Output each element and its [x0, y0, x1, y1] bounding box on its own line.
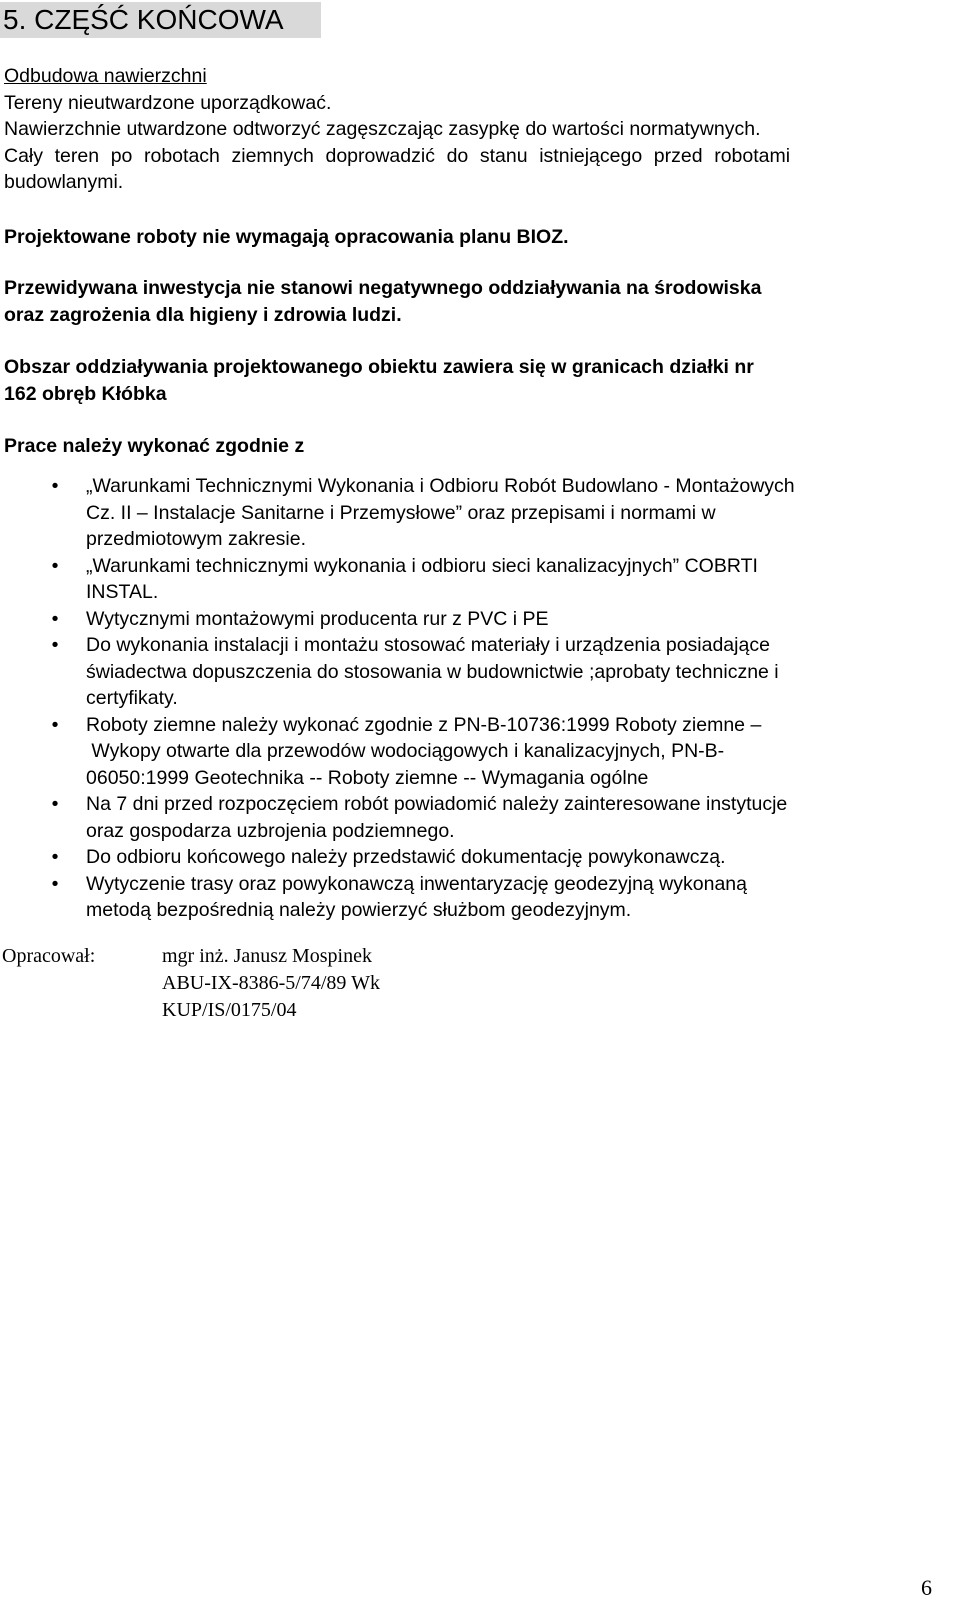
- list-item-line: oraz gospodarza uzbrojenia podziemnego.: [86, 819, 455, 842]
- paragraph-line: 162 obręb Kłóbka: [4, 382, 167, 405]
- list-item: [0, 632, 960, 712]
- list-item-line: Wytycznymi montażowymi producenta rur z PVC i PE: [86, 607, 549, 630]
- list-item-line: 06050:1999 Geotechnika -- Roboty ziemne -- Wymagania ogólne: [86, 766, 649, 789]
- list-item-line: „Warunkami Technicznymi Wykonania i Odbioru Robót Budowlano - Montażowych: [86, 475, 795, 497]
- list-item: [0, 553, 960, 606]
- restoration-line: Nawierzchnie utwardzone odtworzyć zagęszczając zasypkę do wartości normatywnych.: [4, 118, 761, 140]
- works-intro-paragraph: [4, 433, 954, 460]
- list-item-line: Cz. II – Instalacje Sanitarne i Przemysłowe” oraz przepisami i normami w: [86, 501, 716, 524]
- restoration-line: Tereny nieutwardzone uporządkować.: [4, 91, 332, 114]
- list-item-line: certyfikaty.: [86, 687, 178, 709]
- list-item-line: metodą bezpośrednią należy powierzyć służbom geodezyjnym.: [86, 899, 632, 921]
- restoration-title: Odbudowa nawierzchni: [4, 65, 207, 87]
- paragraph-line: Obszar oddziaływania projektowanego obiektu zawiera się w granicach działki nr: [4, 356, 754, 378]
- list-item-line: Roboty ziemne należy wykonać zgodnie z PN-B-10736:1999 Roboty ziemne –: [86, 713, 762, 736]
- list-item: [0, 791, 960, 844]
- list-item-line: „Warunkami technicznymi wykonania i odbioru sieci kanalizacyjnych” COBRTI: [86, 554, 758, 577]
- list-item: [0, 844, 960, 871]
- list-item-line: Do wykonania instalacji i montażu stosować materiały i urządzenia posiadające: [86, 634, 770, 656]
- restoration-section: [4, 63, 954, 196]
- signature-label: Opracował:: [2, 945, 96, 967]
- list-item-line: Wykopy otwarte dla przewodów wodociągowych i kanalizacyjnych, PN-B-: [86, 740, 725, 762]
- restoration-line: Cały teren po robotach ziemnych doprowadzić do stanu istniejącego przed robotami: [4, 144, 791, 167]
- bullet-icon: •: [51, 607, 59, 630]
- signature-name: mgr inż. Janusz Mospinek: [162, 945, 372, 967]
- list-item: [0, 473, 960, 553]
- list-item: [0, 606, 960, 633]
- list-item-line: INSTAL.: [86, 581, 159, 603]
- list-item: [0, 712, 960, 792]
- bullet-icon: •: [51, 554, 59, 577]
- paragraph-line: Przewidywana inwestycja nie stanowi negatywnego oddziaływania na środowiska: [4, 277, 762, 299]
- paragraph-line: oraz zagrożenia dla higieny i zdrowia ludzi.: [4, 303, 402, 326]
- bioz-paragraph: [4, 224, 954, 251]
- bullet-icon: •: [51, 846, 59, 868]
- signature-license: ABU-IX-8386-5/74/89 Wk: [162, 972, 380, 994]
- list-item-line: przedmiotowym zakresie.: [86, 528, 306, 550]
- section-heading: 5. CZĘŚĆ KOŃCOWA: [0, 2, 321, 38]
- environment-paragraph: [4, 275, 954, 328]
- list-item-line: świadectwa dopuszczenia do stosowania w budownictwie ;aprobaty techniczne i: [86, 660, 779, 683]
- bullet-icon: •: [51, 872, 59, 895]
- list-item-line: Do odbioru końcowego należy przedstawić dokumentację powykonawczą.: [86, 846, 726, 868]
- list-item-line: Wytyczenie trasy oraz powykonawczą inwentaryzację geodezyjną wykonaną: [86, 872, 747, 895]
- bullet-icon: •: [51, 634, 59, 656]
- bullet-icon: •: [51, 793, 59, 815]
- paragraph-line: Prace należy wykonać zgodnie z: [4, 435, 305, 457]
- bullet-icon: •: [51, 713, 59, 736]
- requirements-list: [0, 473, 960, 924]
- impact-area-paragraph: [4, 354, 954, 407]
- bullet-icon: •: [51, 475, 59, 497]
- list-item: [0, 871, 960, 924]
- signature-registration: KUP/IS/0175/04: [162, 999, 297, 1021]
- signature-block: [162, 943, 380, 1024]
- page-number: 6: [921, 1575, 932, 1600]
- paragraph-line: Projektowane roboty nie wymagają opracowania planu BIOZ.: [4, 226, 569, 248]
- restoration-line: budowlanymi.: [4, 171, 124, 193]
- list-item-line: Na 7 dni przed rozpoczęciem robót powiadomić należy zainteresowane instytucje: [86, 793, 788, 815]
